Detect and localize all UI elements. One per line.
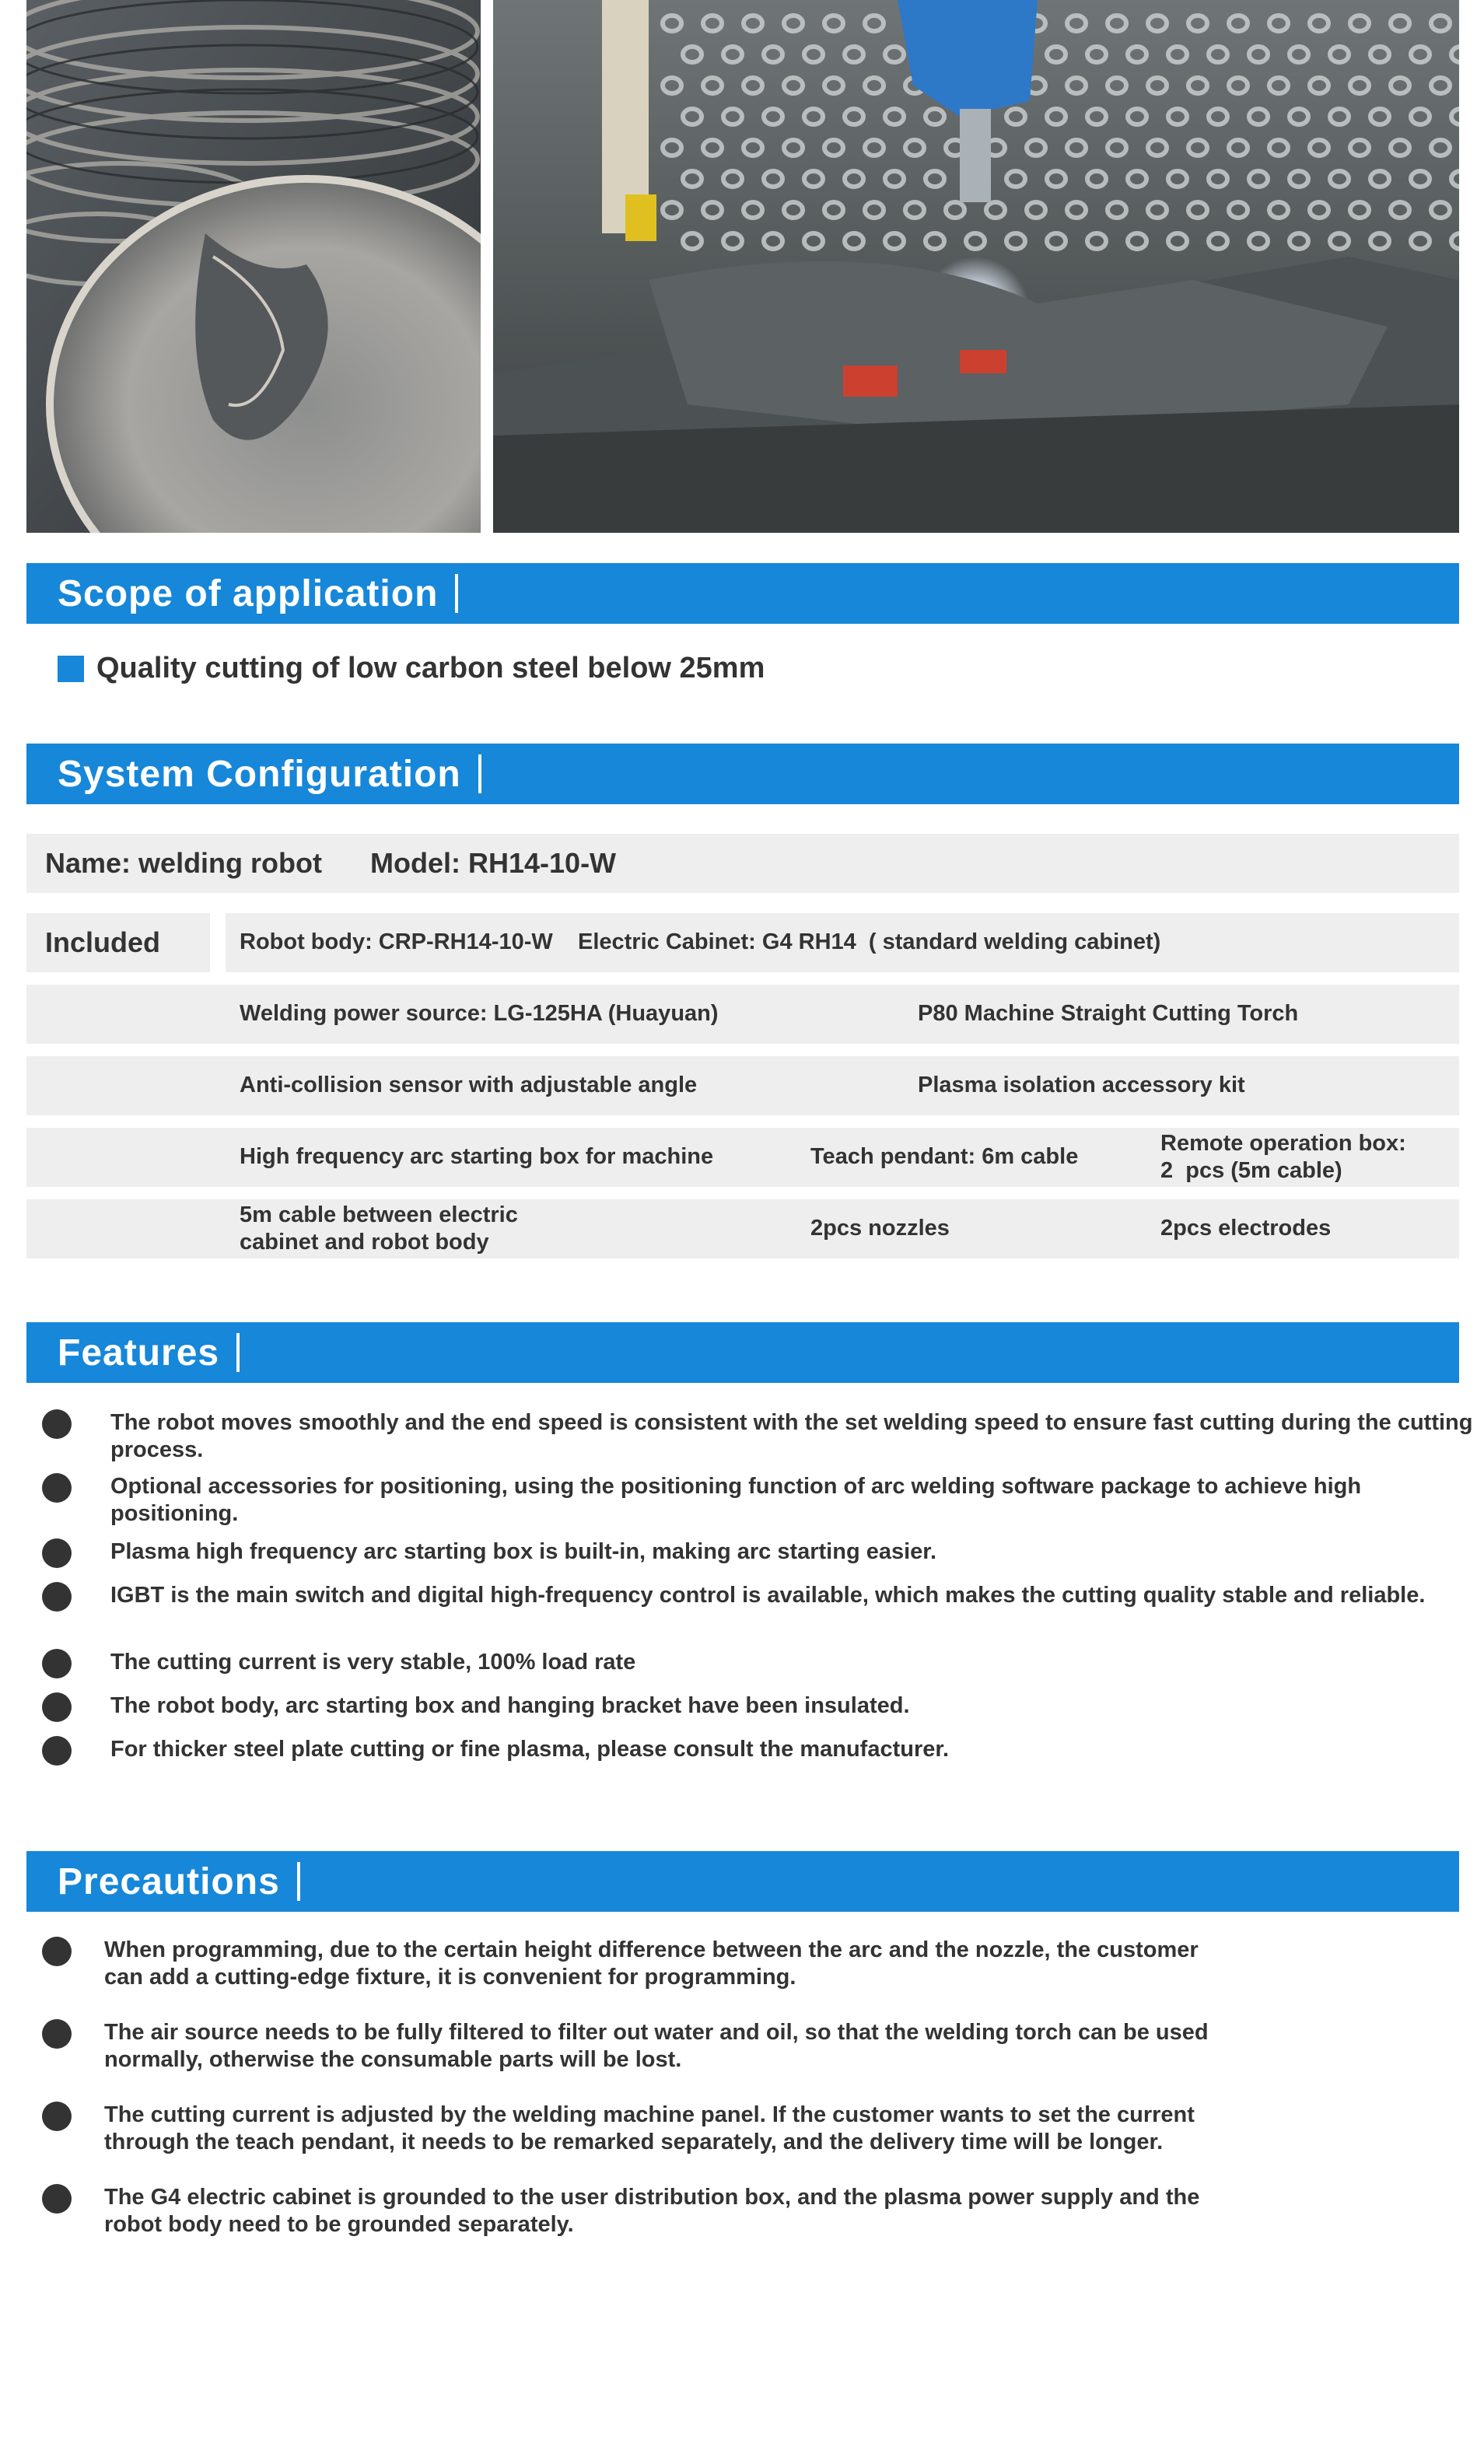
included-row (26, 1056, 1459, 1115)
feature-item (42, 1692, 1479, 1722)
feature-item (42, 1649, 1479, 1678)
feature-text: Optional accessories for positioning, using the positioning function of arc welding software package to achieve high positioning. (110, 1474, 1362, 1526)
precaution-text: The air source needs to be fully filtered to filter out water and oil, so that the welding torch can be used normally, otherwise the consumable parts will be lost. (104, 2020, 1209, 2072)
included-cell: Teach pendant: 6m cable (810, 1144, 1079, 1169)
feature-item (42, 1538, 1479, 1568)
included-row (26, 985, 1459, 1044)
robot-name: Name: welding robot (45, 847, 323, 879)
included-cell: 5m cable between electric cabinet and robot body (240, 1202, 518, 1255)
precautions-header (26, 1851, 1459, 1912)
precaution-text: The G4 electric cabinet is grounded to the user distribution box, and the plasma power supply and the robot body need to be grounded separately. (104, 2185, 1200, 2237)
feature-text: IGBT is the main switch and digital high-frequency control is available, which makes the cutting quality stable and reliable. (110, 1583, 1426, 1608)
included-cell: Welding power source: LG-125HA (Huayuan) (240, 1001, 719, 1026)
included-cell: High frequency arc starting box for machine (240, 1144, 714, 1169)
scope-title: Scope of application (58, 572, 439, 614)
included-cell: P80 Machine Straight Cutting Torch (918, 1001, 1299, 1026)
header-divider (236, 1333, 240, 1372)
precaution-text: The cutting current is adjusted by the welding machine panel. If the customer wants to set the current through the teach pendant, it needs to be remarked separately, and the delivery time will be longer. (104, 2102, 1195, 2154)
system-config-header (26, 744, 1459, 804)
included-cell: Plasma isolation accessory kit (918, 1073, 1245, 1097)
feature-item (42, 1582, 1479, 1612)
precaution-text: When programming, due to the certain height difference between the arc and the nozzle, the customer can add a cutting-edge fixture, it is convenient for programming. (104, 1937, 1199, 1990)
included-cell: 2pcs nozzles (810, 1216, 950, 1241)
steel-discs-photo (26, 0, 481, 533)
bullet-dot-icon (42, 1409, 72, 1439)
precaution-item (42, 2184, 1473, 2238)
precaution-item (42, 1937, 1473, 1991)
feature-item (42, 1409, 1479, 1464)
bullet-dot-icon (42, 1736, 72, 1766)
bullet-dot-icon (42, 1937, 72, 1966)
included-cell: 2pcs electrodes (1160, 1216, 1332, 1241)
bullet-dot-icon (42, 2019, 72, 2049)
feature-text: Plasma high frequency arc starting box is built-in, making arc starting easier. (110, 1539, 937, 1564)
scope-item (58, 652, 765, 685)
robot-model: Model: RH14-10-W (370, 847, 617, 879)
bullet-dot-icon (42, 1582, 72, 1612)
feature-text: For thicker steel plate cutting or fine plasma, please consult the manufacturer. (110, 1737, 950, 1762)
included-cell: Remote operation box: 2 pcs (5m cable) (1160, 1131, 1406, 1183)
header-divider (297, 1862, 300, 1901)
features-header (26, 1322, 1459, 1383)
included-label: Included (26, 913, 210, 972)
feature-text: The robot moves smoothly and the end speed is consistent with the set welding speed to ensure fast cutting during the cutting process. (110, 1410, 1473, 1462)
feature-text: The cutting current is very stable, 100% load rate (110, 1650, 636, 1675)
features-title: Features (58, 1332, 220, 1374)
bullet-dot-icon (42, 1538, 72, 1568)
robot-plasma-cutting-photo (493, 0, 1459, 533)
square-bullet-icon (58, 656, 84, 682)
feature-item (42, 1473, 1479, 1528)
bullet-dot-icon (42, 1649, 72, 1678)
included-cell: Robot body: CRP-RH14-10-W Electric Cabinet: G4 RH14 ( standard welding cabinet) (240, 929, 1161, 954)
precautions-title: Precautions (58, 1860, 280, 1902)
included-cell: Anti-collision sensor with adjustable angle (240, 1073, 698, 1097)
precaution-item (42, 2019, 1473, 2074)
scope-item-text: Quality cutting of low carbon steel below 25mm (96, 652, 765, 684)
header-divider (455, 574, 458, 613)
system-config-title: System Configuration (58, 753, 461, 795)
header-divider (478, 754, 481, 793)
feature-text: The robot body, arc starting box and hanging bracket have been insulated. (110, 1693, 910, 1718)
included-row (226, 913, 1459, 972)
name-model-row (26, 834, 1459, 893)
precaution-item (42, 2102, 1473, 2156)
bullet-dot-icon (42, 1473, 72, 1503)
included-row (26, 1128, 1459, 1187)
bullet-dot-icon (42, 2184, 72, 2214)
included-row (26, 1199, 1459, 1258)
bullet-dot-icon (42, 2102, 72, 2131)
bullet-dot-icon (42, 1692, 72, 1722)
scope-header (26, 563, 1459, 624)
feature-item (42, 1736, 1479, 1766)
